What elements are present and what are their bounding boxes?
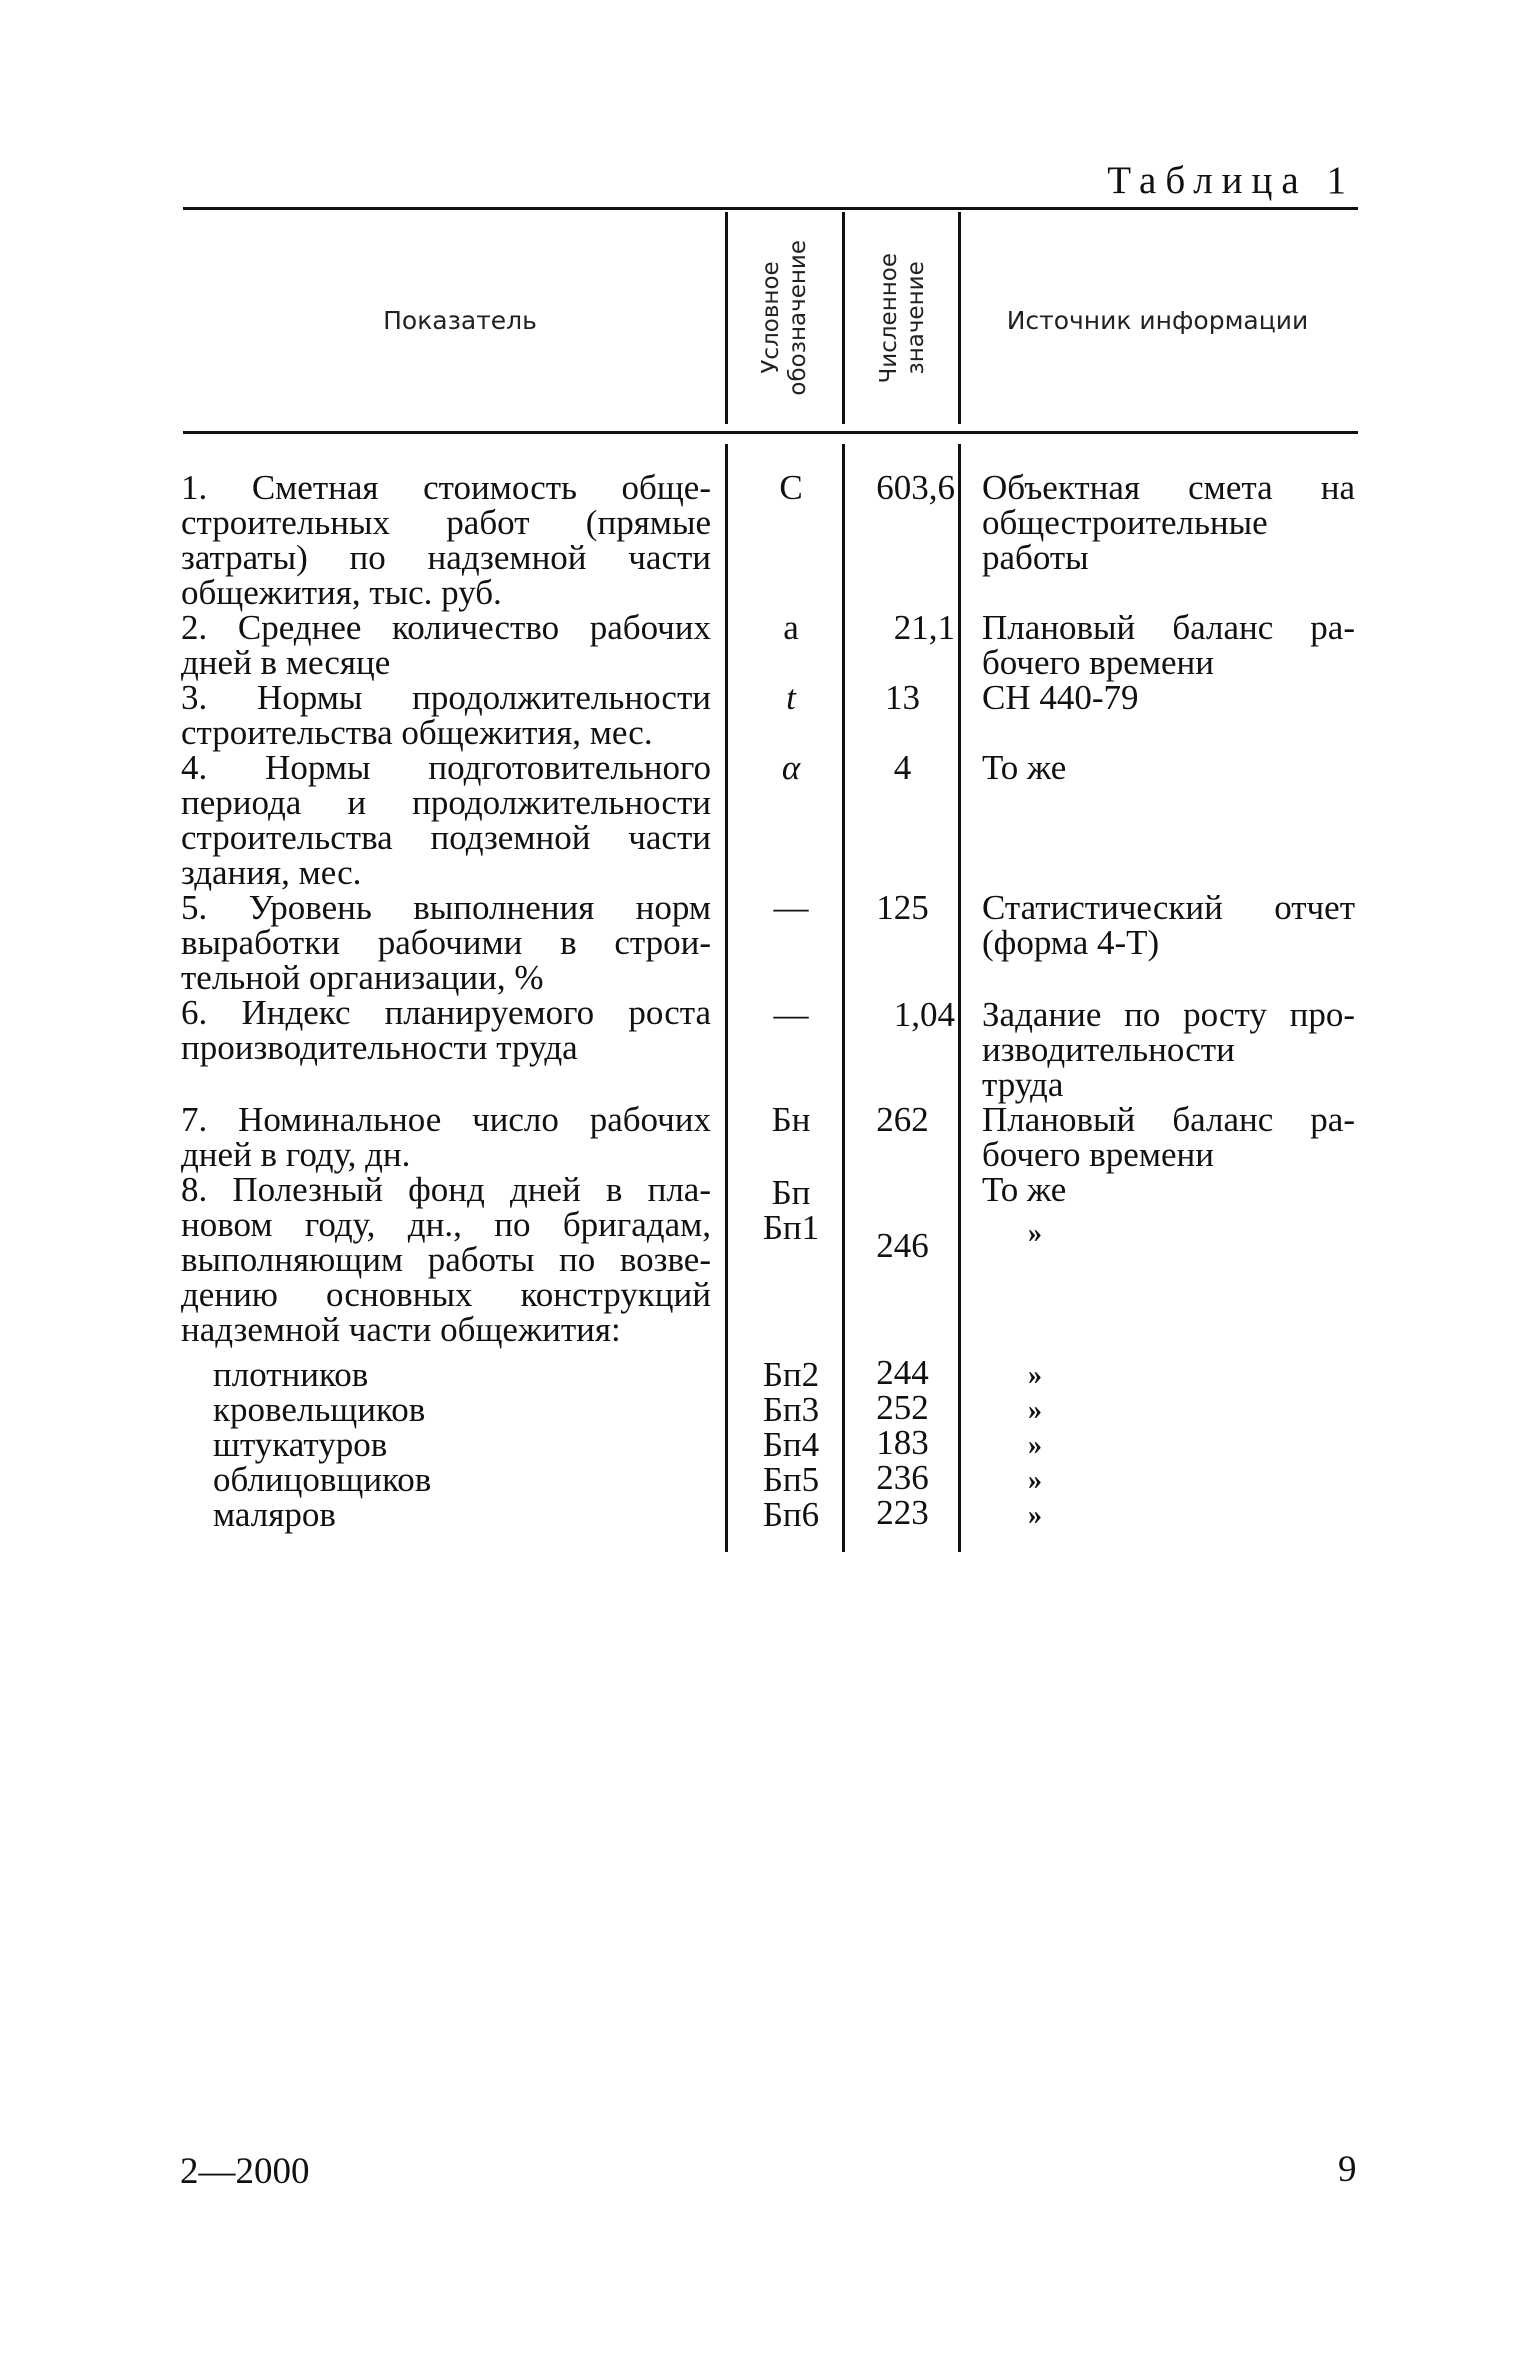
row-1-indicator: 1. Сметная стоимость обще- строительных работ (прямые затраты) по надземной части общежития, тыс. руб. [181, 468, 711, 612]
header-divider-3 [958, 212, 961, 424]
row-6-source: Задание по росту про- изводительности труда [982, 995, 1355, 1104]
row-8-indicator: 8. Полезный фонд дней в пла- новом году, дн., по бригадам, выполняющим работы по возве- дению основных конструкций надземной части общежития: [181, 1170, 711, 1349]
subrow-1-value: 244 [876, 1353, 929, 1392]
subrow-2-value: 252 [876, 1388, 929, 1427]
subrow-3-ditto: » [1028, 1430, 1042, 1461]
row-8-value: 246 [876, 1226, 929, 1265]
subrow-2-symbol: Бп3 [762, 1390, 820, 1429]
row-8-symbol: Бп [771, 1173, 811, 1212]
row-3-value: 13 [885, 678, 920, 717]
body-divider-2 [842, 444, 845, 1552]
row-8-symbol-2: Бп1 [762, 1208, 820, 1247]
subrow-2-label: кровельщиков [213, 1390, 426, 1429]
row-2-source: Плановый баланс ра- бочего времени [982, 608, 1355, 682]
row-4-symbol: α [781, 748, 801, 787]
row-5-value: 125 [876, 888, 929, 927]
header-source: Источник информации [1006, 305, 1309, 335]
subrow-1-label: плотников [213, 1355, 369, 1394]
rule-header-bottom [183, 431, 1358, 434]
rule-top [183, 207, 1358, 210]
subrow-5-value: 223 [876, 1493, 929, 1532]
row-7-value: 262 [876, 1100, 929, 1139]
row-5-source: Статистический отчет (форма 4-Т) [982, 888, 1355, 962]
subrow-3-value: 183 [876, 1423, 929, 1462]
row-7-source: Плановый баланс ра- бочего времени [982, 1100, 1355, 1174]
header-symbol: Условное обозначение [758, 240, 811, 396]
row-6-value: 1,04 [893, 995, 955, 1034]
row-7-indicator: 7. Номинальное число рабочих дней в году, дн. [181, 1100, 711, 1174]
row-8-ditto: » [1028, 1218, 1042, 1249]
table-caption: Таблица 1 [1107, 159, 1355, 202]
subrow-4-symbol: Бп5 [762, 1460, 820, 1499]
row-8-source: То же [982, 1170, 1067, 1209]
row-4-value: 4 [893, 748, 912, 787]
body-divider-3 [958, 444, 961, 1552]
row-2-symbol: а [783, 608, 799, 647]
footer-signature: 2—2000 [180, 2151, 310, 2192]
row-1-source: Объектная смета на общестроительные работы [982, 468, 1355, 577]
subrow-4-value: 236 [876, 1458, 929, 1497]
subrow-5-label: маляров [213, 1495, 336, 1534]
header-divider-1 [725, 212, 728, 424]
row-5-indicator: 5. Уровень выполнения норм выработки рабочими в строи- тельной организации, % [181, 888, 711, 997]
row-6-indicator: 6. Индекс планируемого роста производительности труда [181, 993, 711, 1067]
subrow-3-label: штукатуров [213, 1425, 388, 1464]
row-3-indicator: 3. Нормы продолжительности строительства общежития, мес. [181, 678, 711, 752]
row-2-value: 21,1 [893, 608, 955, 647]
row-3-symbol: t [786, 678, 796, 717]
row-5-symbol: — [773, 888, 809, 927]
header-indicator: Показатель [383, 305, 537, 335]
header-value: Численное значение [876, 252, 929, 384]
subrow-3-symbol: Бп4 [762, 1425, 820, 1464]
subrow-5-ditto: » [1028, 1500, 1042, 1531]
subrow-1-symbol: Бп2 [762, 1355, 820, 1394]
subrow-1-ditto: » [1028, 1360, 1042, 1391]
row-3-source: СН 440-79 [982, 678, 1139, 717]
row-2-indicator: 2. Среднее количество рабочих дней в месяце [181, 608, 711, 682]
row-4-source: То же [982, 748, 1067, 787]
row-1-value: 603,6 [876, 468, 955, 507]
row-7-symbol: Бн [771, 1100, 811, 1139]
subrow-5-symbol: Бп6 [762, 1495, 820, 1534]
subrow-4-ditto: » [1028, 1465, 1042, 1496]
row-6-symbol: — [773, 995, 809, 1034]
subrow-4-label: облицовщиков [213, 1460, 432, 1499]
row-4-indicator: 4. Нормы подготовительного периода и продолжительности строительства подземной части здания, мес. [181, 748, 711, 892]
page-number: 9 [1338, 2149, 1357, 2190]
subrow-2-ditto: » [1028, 1395, 1042, 1426]
row-1-symbol: С [779, 468, 803, 507]
body-divider-1 [725, 444, 728, 1552]
header-divider-2 [842, 212, 845, 424]
